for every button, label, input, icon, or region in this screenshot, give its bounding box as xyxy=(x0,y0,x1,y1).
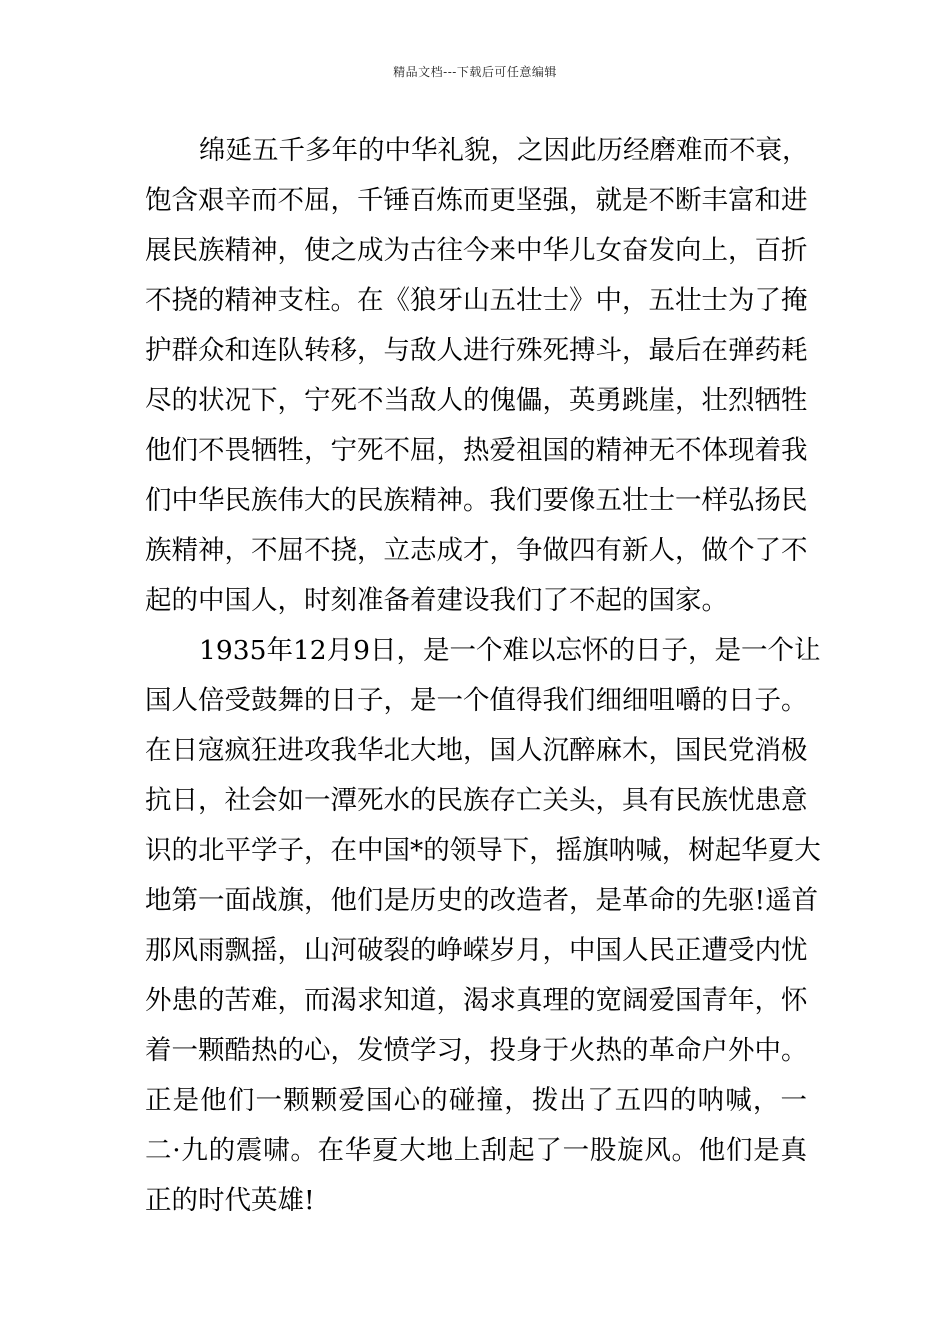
text-line: 展民族精神，使之成为古往今来中华儿女奋发向上，百折 xyxy=(145,235,808,266)
text-line: 绵延五千多年的中华礼貌，之因此历经磨难而不衰， xyxy=(199,135,809,166)
text-line: 护群众和连队转移，与敌人进行殊死搏斗，最后在弹药耗 xyxy=(145,335,808,366)
page-header: 精品文档---下载后可任意编辑 xyxy=(393,65,557,79)
text-line: 那风雨飘摇，山河破裂的峥嵘岁月，中国人民正遭受内忧 xyxy=(145,935,808,966)
text-line: 们中华民族伟大的民族精神。我们要像五壮士一样弘扬民 xyxy=(145,485,808,516)
text-line: 饱含艰辛而不屈，千锤百炼而更坚强，就是不断丰富和进 xyxy=(145,185,808,216)
text-line: 正是他们一颗颗爱国心的碰撞，拨出了五四的呐喊，一 xyxy=(145,1085,807,1116)
paragraph-1 xyxy=(145,126,807,626)
document-body xyxy=(145,126,821,1226)
text-line: 外患的苦难，而渴求知道，渴求真理的宽阔爱国青年，怀 xyxy=(145,985,808,1016)
text-line: 识的北平学子，在中国*的领导下，摇旗呐喊，树起华夏大 xyxy=(145,835,821,866)
text-line: 二·九的震啸。在华夏大地上刮起了一股旋风。他们是真 xyxy=(145,1135,807,1166)
text-line: 地第一面战旗，他们是历史的改造者，是革命的先驱!遥首 xyxy=(145,885,819,916)
text-line: 正的时代英雄! xyxy=(145,1185,315,1216)
text-line: 尽的状况下，宁死不当敌人的傀儡，英勇跳崖，壮烈牺牲 xyxy=(145,385,808,416)
text-line: 着一颗酷热的心，发愤学习，投身于火热的革命户外中。 xyxy=(145,1035,808,1066)
text-line: 1935年12月9日，是一个难以忘怀的日子，是一个让 xyxy=(199,635,821,666)
text-line: 起的中国人，时刻准备着建设我们了不起的国家。 xyxy=(145,585,728,616)
paragraph-2 xyxy=(145,626,821,1226)
text-line: 抗日，社会如一潭死水的民族存亡关头，具有民族忧患意 xyxy=(145,785,808,816)
text-line: 族精神，不屈不挠，立志成才，争做四有新人，做个了不 xyxy=(145,535,808,566)
text-line: 在日寇疯狂进攻我华北大地，国人沉醉麻木，国民党消极 xyxy=(145,735,808,766)
text-line: 不挠的精神支柱。在《狼牙山五壮士》中，五壮士为了掩 xyxy=(145,285,808,316)
text-line: 国人倍受鼓舞的日子，是一个值得我们细细咀嚼的日子。 xyxy=(145,685,808,716)
text-line: 他们不畏牺牲，宁死不屈，热爱祖国的精神无不体现着我 xyxy=(145,435,808,466)
